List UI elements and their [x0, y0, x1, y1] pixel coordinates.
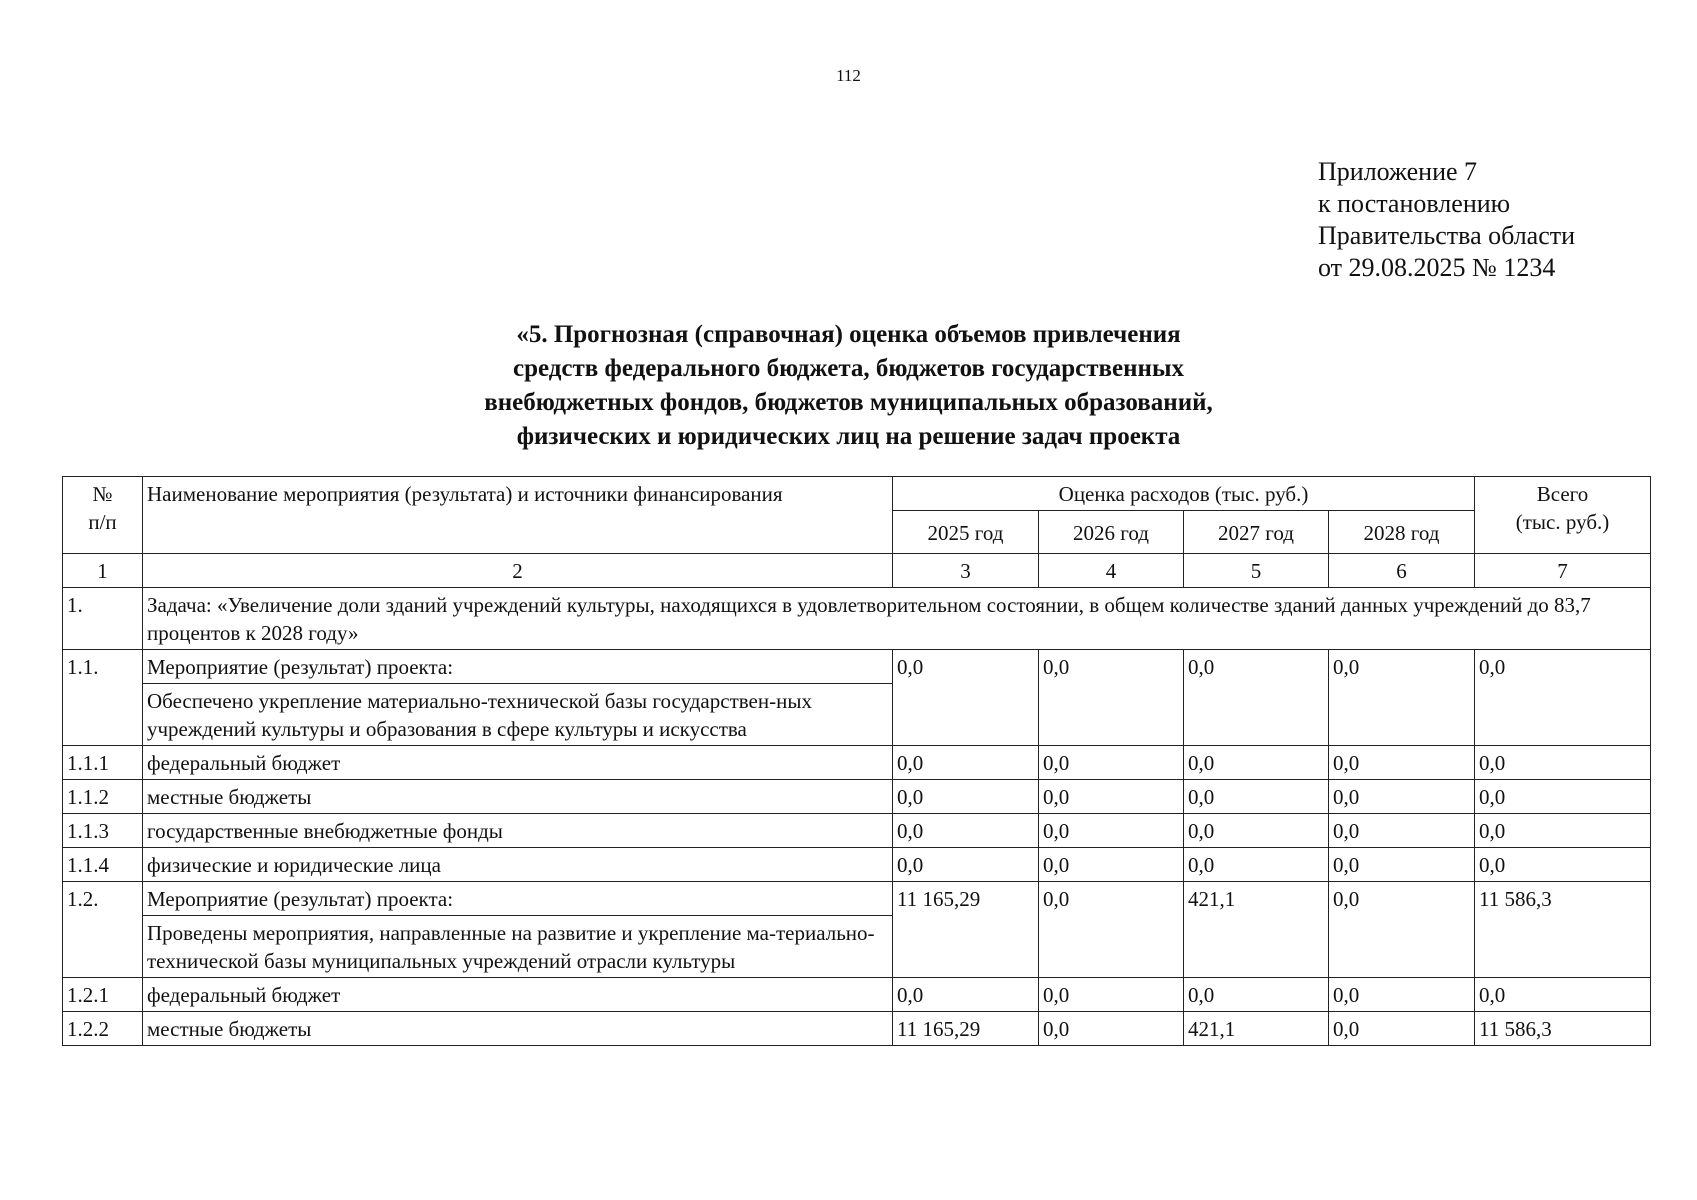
- value-cell: 0,0: [1184, 746, 1329, 780]
- value-cell: 0,0: [1184, 780, 1329, 814]
- value-cell: 0,0: [1184, 848, 1329, 882]
- total-value-cell: 0,0: [1475, 746, 1651, 780]
- header-num-line: №: [92, 482, 113, 506]
- value-cell: 0,0: [1184, 650, 1329, 746]
- column-number: 1: [63, 554, 143, 588]
- value-cell: 421,1: [1184, 882, 1329, 978]
- appendix-block: [1318, 156, 1575, 284]
- total-value-cell: 0,0: [1475, 814, 1651, 848]
- total-value-cell: 0,0: [1475, 848, 1651, 882]
- value-cell: 0,0: [1039, 882, 1184, 978]
- document-title: [0, 318, 1697, 454]
- source-num: 1.1.1: [63, 746, 143, 780]
- value-cell: 0,0: [1329, 746, 1475, 780]
- source-name: федеральный бюджет: [143, 746, 893, 780]
- value-cell: 0,0: [893, 848, 1039, 882]
- source-row: [63, 814, 1651, 848]
- title-line: «5. Прогнозная (справочная) оценка объемов привлечения: [516, 321, 1181, 348]
- value-cell: 0,0: [1039, 978, 1184, 1012]
- source-num: 1.1.3: [63, 814, 143, 848]
- value-cell: 0,0: [1184, 814, 1329, 848]
- source-num: 1.2.2: [63, 1012, 143, 1046]
- measure-description: Проведены мероприятия, направленные на развитие и укрепление ма-териально-технической базы муниципальных учреждений отрасли культуры: [143, 916, 893, 978]
- task-row: [63, 588, 1651, 650]
- appendix-line: к постановлению: [1318, 189, 1511, 218]
- total-value-cell: 0,0: [1475, 780, 1651, 814]
- source-name: физические и юридические лица: [143, 848, 893, 882]
- value-cell: 0,0: [893, 814, 1039, 848]
- year-cell: 2028 год: [1329, 511, 1475, 554]
- value-cell: 0,0: [1329, 814, 1475, 848]
- header-row: [63, 477, 1651, 511]
- value-cell: 11 165,29: [893, 882, 1039, 978]
- total-value-cell: 11 586,3: [1475, 1012, 1651, 1046]
- title-line: внебюджетных фондов, бюджетов муниципальных образований,: [484, 389, 1213, 416]
- value-cell: 0,0: [1039, 746, 1184, 780]
- measure-row: [63, 650, 1651, 684]
- value-cell: 0,0: [1039, 814, 1184, 848]
- source-name: местные бюджеты: [143, 1012, 893, 1046]
- value-cell: 0,0: [1329, 650, 1475, 746]
- value-cell: 0,0: [893, 746, 1039, 780]
- source-row: [63, 1012, 1651, 1046]
- value-cell: 0,0: [1329, 978, 1475, 1012]
- column-number: 3: [893, 554, 1039, 588]
- total-value-cell: 11 586,3: [1475, 882, 1651, 978]
- value-cell: 0,0: [1039, 780, 1184, 814]
- measure-label: Мероприятие (результат) проекта:: [143, 882, 893, 916]
- value-cell: 11 165,29: [893, 1012, 1039, 1046]
- measure-row: [63, 882, 1651, 916]
- value-cell: 0,0: [1329, 1012, 1475, 1046]
- column-numbers-row: [63, 554, 1651, 588]
- source-row: [63, 848, 1651, 882]
- header-total-line: (тыс. руб.): [1515, 510, 1610, 534]
- value-cell: 0,0: [893, 650, 1039, 746]
- column-number: 6: [1329, 554, 1475, 588]
- source-num: 1.1.4: [63, 848, 143, 882]
- column-number: 5: [1184, 554, 1329, 588]
- header-name-cell: Наименование мероприятия (результата) и источники финансирования: [143, 477, 893, 554]
- column-number: 4: [1039, 554, 1184, 588]
- source-row: [63, 780, 1651, 814]
- column-number: 2: [143, 554, 893, 588]
- value-cell: 0,0: [1329, 848, 1475, 882]
- measure-label: Мероприятие (результат) проекта:: [143, 650, 893, 684]
- year-cell: 2025 год: [893, 511, 1039, 554]
- header-total-cell: [1475, 477, 1651, 554]
- measure-num: 1.1.: [63, 650, 143, 746]
- source-num: 1.2.1: [63, 978, 143, 1012]
- source-num: 1.1.2: [63, 780, 143, 814]
- year-cell: 2027 год: [1184, 511, 1329, 554]
- appendix-line: Правительства области: [1318, 221, 1576, 250]
- page-number: 112: [836, 66, 861, 85]
- value-cell: 0,0: [1184, 978, 1329, 1012]
- source-name: местные бюджеты: [143, 780, 893, 814]
- value-cell: 0,0: [893, 780, 1039, 814]
- header-num-cell: [63, 477, 143, 554]
- value-cell: 0,0: [1329, 882, 1475, 978]
- source-name: федеральный бюджет: [143, 978, 893, 1012]
- value-cell: 0,0: [1329, 780, 1475, 814]
- value-cell: 0,0: [1039, 1012, 1184, 1046]
- source-row: [63, 978, 1651, 1012]
- measure-description: Обеспечено укрепление материально-технической базы государствен-ных учреждений культуры и образования в сфере культуры и искусства: [143, 684, 893, 746]
- header-total-line: Всего: [1536, 482, 1589, 506]
- title-line: средств федерального бюджета, бюджетов государственных: [513, 355, 1184, 382]
- source-name: государственные внебюджетные фонды: [143, 814, 893, 848]
- appendix-line: от 29.08.2025 № 1234: [1318, 253, 1556, 282]
- header-estimate-cell: Оценка расходов (тыс. руб.): [893, 477, 1475, 511]
- header-num-line: п/п: [88, 510, 117, 534]
- task-text: Задача: «Увеличение доли зданий учреждений культуры, находящихся в удовлетворительном состоянии, в общем количестве зданий данных учреждений до 83,7 процентов к 2028 году»: [143, 588, 1651, 650]
- value-cell: 0,0: [1039, 848, 1184, 882]
- year-cell: 2026 год: [1039, 511, 1184, 554]
- total-value-cell: 0,0: [1475, 978, 1651, 1012]
- column-number: 7: [1475, 554, 1651, 588]
- task-num: 1.: [63, 588, 143, 650]
- value-cell: 0,0: [893, 978, 1039, 1012]
- appendix-line: Приложение 7: [1318, 157, 1478, 186]
- value-cell: 0,0: [1039, 650, 1184, 746]
- value-cell: 421,1: [1184, 1012, 1329, 1046]
- title-line: физических и юридических лиц на решение задач проекта: [516, 423, 1181, 450]
- measure-num: 1.2.: [63, 882, 143, 978]
- source-row: [63, 746, 1651, 780]
- budget-table: [62, 476, 1651, 1046]
- total-value-cell: 0,0: [1475, 650, 1651, 746]
